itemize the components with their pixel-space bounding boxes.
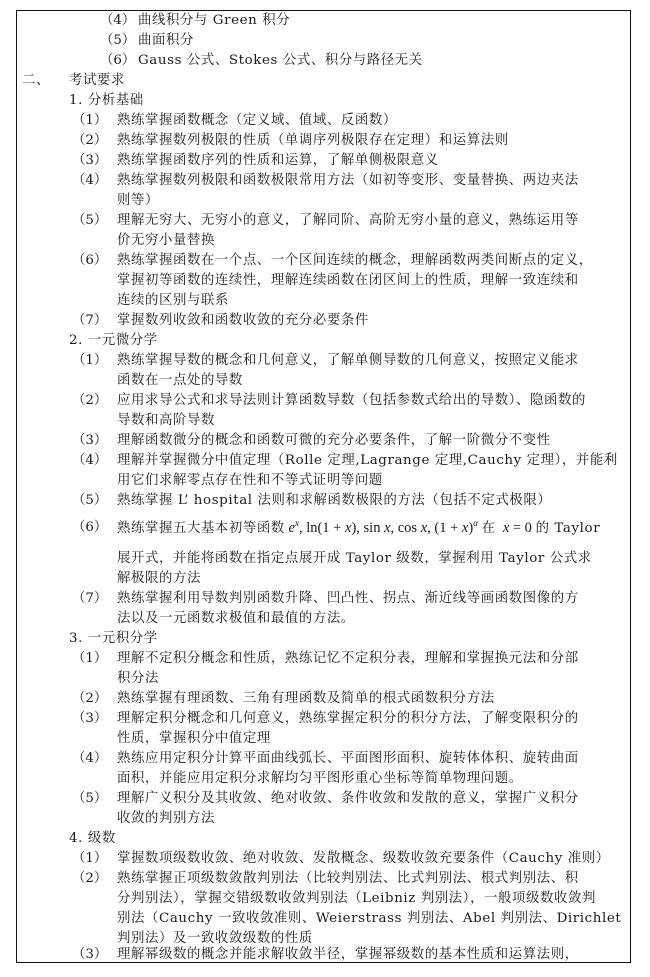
item-number: （3）	[72, 947, 108, 962]
condition-formula: x = 0	[502, 520, 536, 536]
item-number: （4）	[72, 453, 108, 468]
item-number: （2）	[72, 871, 108, 886]
item-text: 理解无穷大、无穷小的意义，了解同阶、高阶无穷小量的意义，熟练运用等	[117, 213, 579, 228]
item-text: 熟练掌握导数的概念和几何意义，了解单侧导数的几何意义，按照定义能求	[117, 353, 579, 368]
item-number: （3）	[72, 153, 108, 168]
item-text: 展开式，并能将函数在指定点展开成 Taylor 级数，掌握利用 Taylor 公式求	[117, 551, 592, 566]
item-text: 理解定积分概念和几何意义，熟练掌握定积分的积分方法，了解变限积分的	[117, 711, 579, 726]
item-number: （5）	[72, 791, 108, 806]
taylor-formula: $e^x$, ln(1 + x), sin x, cos x, $(1 + x)^\alpha$	[288, 518, 478, 536]
item-text: 收敛的判别方法	[117, 811, 215, 826]
item-text: 别法（Cauchy 一致收敛准则、Weierstrass 判别法、Abel 判别法、Dirichlet	[117, 911, 622, 926]
item-text: 熟练掌握函数在一个点、一个区间连续的概念，理解函数两类间断点的定义，	[117, 253, 593, 268]
item-text: 导数和高阶导数	[117, 413, 215, 428]
item-number: （1）	[72, 113, 108, 128]
item-text: 在	[481, 521, 496, 536]
item-text: 掌握初等函数的连续性，理解连续函数在闭区间上的性质，理解一致连续和	[117, 273, 579, 288]
item-text: 理解幂级数的概念并能求解收敛半径，掌握幂级数的基本性质和运算法则，	[117, 947, 579, 962]
item-number: （3）	[72, 433, 108, 448]
item-number: （4）	[72, 751, 108, 766]
item-number: （1）	[72, 353, 108, 368]
item-text: 熟练应用定积分计算平面曲线弧长、平面图形面积、旋转体体积、旋转曲面	[117, 751, 579, 766]
item-text: 法以及一元函数求极值和最值的方法。	[117, 611, 355, 626]
item-text: 积分法	[117, 671, 159, 686]
item-text: 曲面积分	[138, 33, 194, 48]
item-number: （4）	[100, 13, 136, 28]
section-number: 二、	[22, 73, 50, 88]
item-number: （7）	[72, 313, 108, 328]
item-text: 熟练掌握函数序列的性质和运算，了解单侧极限意义	[117, 153, 439, 168]
item-text: 理解并掌握微分中值定理（Rolle 定理,Lagrange 定理,Cauchy 定理），并能利	[117, 453, 618, 468]
item-text: 熟练掌握函数概念（定义域、值域、反函数）	[117, 113, 397, 128]
item-number: （1）	[72, 651, 108, 666]
item-text: 解极限的方法	[117, 571, 201, 586]
item-number: （5）	[100, 33, 136, 48]
item-number: （6）	[72, 253, 108, 268]
subsection-title: 3. 一元积分学	[69, 631, 158, 646]
item-text: 熟练掌握五大基本初等函数	[117, 521, 285, 536]
item-text: 应用求导公式和求导法则计算函数导数（包括参数式给出的导数）、隐函数的	[117, 393, 586, 408]
item-number: （7）	[72, 591, 108, 606]
item-text: 理解广义积分及其收敛、绝对收敛、条件收敛和发散的意义，掌握广义积分	[117, 791, 579, 806]
item-text: 连续的区别与联系	[117, 293, 229, 308]
item-text: 判别法）及一致收敛级数的性质	[117, 931, 313, 946]
item-text: 熟练掌握数列极限和函数极限常用方法（如初等变形、变量替换、两边夹法	[117, 173, 579, 188]
item-text: 掌握数列收敛和函数收敛的充分必要条件	[117, 313, 369, 328]
subsection-title: 1. 分析基础	[69, 93, 144, 108]
item-text: 熟练掌握利用导数判别函数升降、凹凸性、拐点、渐近线等画函数图像的方	[117, 591, 579, 606]
section-title: 考试要求	[69, 73, 125, 88]
item-number: （2）	[72, 691, 108, 706]
item-text: 曲线积分与 Green 积分	[138, 13, 291, 28]
item-number: （2）	[72, 393, 108, 408]
item-number: （3）	[72, 711, 108, 726]
item-text: 的 Taylor	[535, 521, 601, 536]
item-number: （5）	[72, 213, 108, 228]
item-text: 分判别法），掌握交错级数收敛判别法（Leibniz 判别法），一般项级数收敛判	[117, 891, 596, 906]
item-text: Gauss 公式、Stokes 公式、积分与路径无关	[138, 53, 423, 68]
item-text: 价无穷小量替换	[117, 233, 215, 248]
item-number: （1）	[72, 851, 108, 866]
item-text: 熟练掌握正项级数敛散判别法（比较判别法、比式判别法、根式判别法、积	[117, 871, 579, 886]
item-text: 理解不定积分概念和性质，熟练记忆不定积分表，理解和掌握换元法和分部	[117, 651, 579, 666]
item-text: 函数在一点处的导数	[117, 373, 243, 388]
item-text: 则等）	[117, 193, 159, 208]
item-text: 熟练掌握 L’ hospital 法则和求解函数极限的方法（包括不定式极限）	[117, 493, 552, 508]
item-text: 理解函数微分的概念和函数可微的充分必要条件，了解一阶微分不变性	[117, 433, 551, 448]
item-text: 熟练掌握有理函数、三角有理函数及简单的根式函数积分方法	[117, 691, 495, 706]
item-number: （4）	[72, 173, 108, 188]
item-text-with-formula	[117, 518, 600, 539]
item-number: （2）	[72, 133, 108, 148]
subsection-title: 2. 一元微分学	[69, 333, 158, 348]
item-text: 面积，并能应用定积分求解均匀平图形重心坐标等简单物理问题。	[117, 771, 523, 786]
item-text: 性质，掌握积分中值定理	[117, 731, 271, 746]
subsection-title: 4. 级数	[69, 831, 116, 846]
item-number: （5）	[72, 493, 108, 508]
item-number: （6）	[72, 520, 108, 535]
item-text: 掌握数项级数收敛、绝对收敛、发散概念、级数收敛充要条件（Cauchy 准则）	[117, 851, 610, 866]
item-number: （6）	[100, 53, 136, 68]
item-text: 用它们求解零点存在性和不等式证明等问题	[117, 473, 383, 488]
item-text: 熟练掌握数列极限的性质（单调序列极限存在定理）和运算法则	[117, 133, 509, 148]
